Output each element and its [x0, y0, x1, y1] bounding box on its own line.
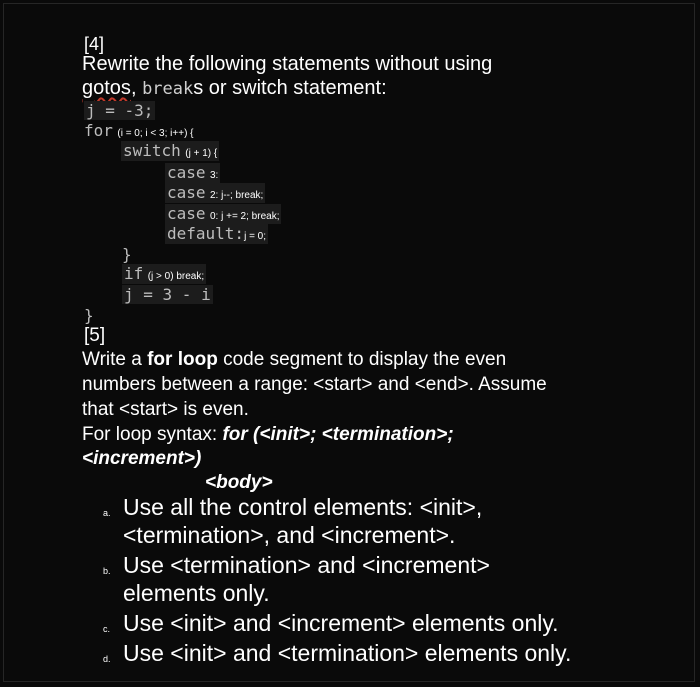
- code-case2-rest: 2: j--; break;: [209, 190, 264, 201]
- code-if-rest: (j > 0) break;: [147, 271, 205, 282]
- option-c-marker: c.: [103, 624, 111, 634]
- code-for-rest: (i = 0; i < 3; i++) {: [117, 128, 194, 139]
- code-if-keyword: if: [124, 264, 144, 283]
- code-line-j-init: j = -3;: [86, 101, 154, 120]
- q5-for-loop-bold: for loop: [147, 349, 218, 370]
- q5-line4: [82, 424, 454, 446]
- code-case-keyword: case: [167, 163, 206, 182]
- option-b-marker: b.: [103, 566, 111, 576]
- q5-number: [5]: [84, 325, 106, 346]
- q5-line2: numbers between a range: <start> and <end>. Assume: [82, 374, 547, 395]
- code-line-for: [84, 121, 194, 141]
- code-line-default: [165, 224, 268, 244]
- q5-syntax-label: For loop syntax:: [82, 424, 223, 445]
- option-b-text2: elements only.: [123, 580, 270, 606]
- code-switch-keyword: switch: [123, 141, 181, 160]
- code-close-brace-outer: }: [84, 306, 94, 325]
- code-case-keyword: case: [167, 204, 206, 223]
- option-a-text2: <termination>, and <increment>.: [123, 522, 456, 548]
- q4-comma: ,: [130, 77, 143, 99]
- q5-line3: that <start> is even.: [82, 399, 249, 420]
- option-a-marker: a.: [103, 508, 111, 518]
- q5-line6: <body>: [205, 472, 273, 493]
- q5-line5: <increment>): [82, 448, 202, 469]
- option-a-text1: Use all the control elements: <init>,: [123, 494, 483, 520]
- code-switch-rest: (j + 1) {: [185, 148, 218, 159]
- code-close-brace-inner: }: [122, 245, 132, 264]
- code-line-case2: [165, 183, 265, 203]
- q4-line2-rest: s or switch statement:: [193, 77, 387, 99]
- q5-line1-c: code segment to display the even: [217, 349, 507, 370]
- code-line-switch: [121, 141, 219, 161]
- q5-line1-a: Write a: [82, 349, 148, 370]
- q5-syntax-code: for (<init>; <termination>;: [222, 424, 454, 445]
- q4-number: [4]: [84, 34, 105, 54]
- q4-gotos: gotos: [82, 77, 131, 99]
- q5-line1: [82, 349, 506, 371]
- code-for-keyword: for: [84, 121, 113, 140]
- option-c-text1: Use <init> and <increment> elements only.: [123, 610, 559, 636]
- option-d-marker: d.: [103, 654, 111, 664]
- code-line-case3: [165, 163, 220, 183]
- code-case-keyword: case: [167, 183, 206, 202]
- code-line-assign: j = 3 - i: [124, 285, 211, 304]
- q4-line1: Rewrite the following statements without using: [82, 53, 493, 75]
- q4-break-code: break: [142, 79, 194, 99]
- code-default-keyword: default:: [167, 224, 245, 243]
- code-case3-rest: 3:: [209, 170, 219, 181]
- code-line-case0: [165, 204, 281, 224]
- code-case0-rest: 0: j += 2; break;: [209, 211, 280, 222]
- code-default-rest: j = 0;: [244, 231, 267, 242]
- option-b-text1: Use <termination> and <increment>: [123, 552, 490, 578]
- q4-line2: [82, 77, 387, 100]
- option-d-text1: Use <init> and <termination> elements only.: [123, 640, 572, 666]
- code-line-if: [122, 264, 206, 284]
